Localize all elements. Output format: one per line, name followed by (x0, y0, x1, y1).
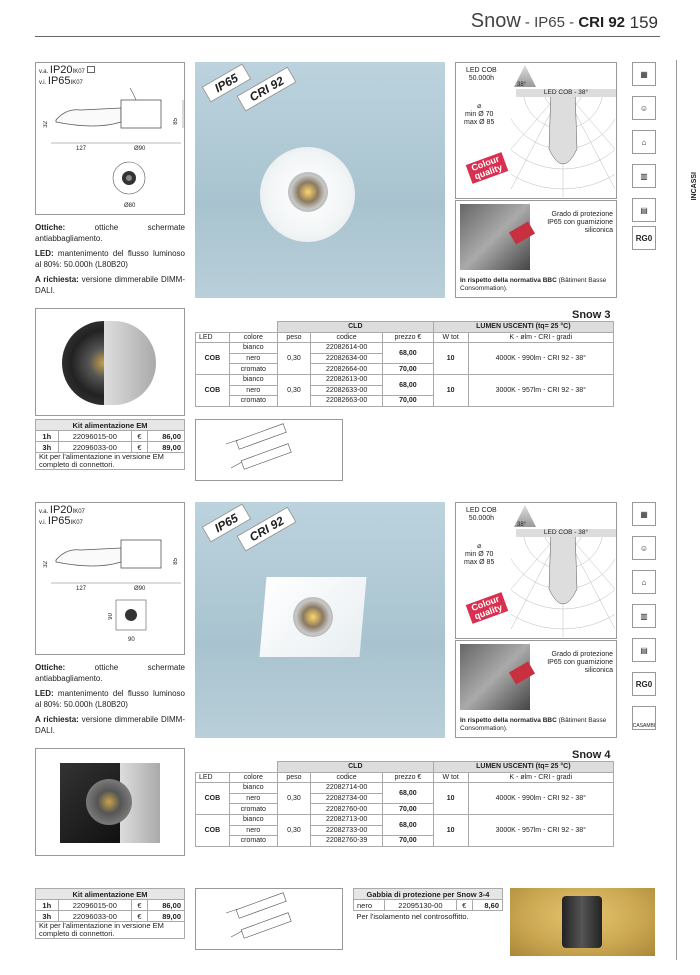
kit-drawing-2 (195, 888, 343, 950)
dimmer-icon: ▤ (632, 198, 656, 222)
product-table-snow4: Snow 4 CLD LUMEN USCENTI (tq= 25 °C) LED colore peso codice prezzo € W tot K - ølm - CRI - gradi COB bianco 0,30 22082714-00 68,00 10 4000K - 990lm - CRI 92 - 38° nero 22082734-00 cromato 22082760-00 70,00 COB bianco 0,30 22082713-00 68,00 10 3000K - 957lm - CRI 92 - 38° nero 22082733-00 cromato 22082760-39 70,00 (195, 749, 614, 847)
protection-panel-2: Grado di protezione IP65 con guarnizione siliconica In rispetto della normativa BBC (Bâtiment Basse Consommation). (455, 640, 617, 738)
section-tab-label: INCASSI (691, 172, 698, 201)
feature-icons-2 (632, 502, 656, 730)
polar-diagram (511, 89, 615, 197)
product-description-2: Ottiche: ottiche schermate antiabbagliamento. LED: mantenimento del flusso luminoso al 80%: 50.000h (L80B20) A richiesta: versione dimmerabile DIMM-DALI. (35, 663, 185, 735)
product-description: Ottiche: ottiche schermate antiabbagliamento. LED: mantenimento del flusso luminoso al 80%: 50.000h (L80B20) A richiesta: versione dimmerabile DIMM-DALI. (35, 223, 185, 295)
product-variant-photo-2 (35, 748, 185, 856)
cage-table: Gabbia di protezione per Snow 3-4 nero 22095130-00 € 8,60 Per l'isolamento nel controsoffitto. (353, 888, 503, 922)
person-icon: ☺ (632, 536, 656, 560)
kit-table-2: Kit alimentazione EM 1h 22096015-00 € 86,00 3h 22096033-00 € 89,00 Kit per l'alimentazione in versione EM completo di connettori. (35, 888, 185, 939)
header-rule (35, 36, 660, 37)
page-number: 159 (629, 13, 658, 32)
cage-photo (510, 888, 655, 956)
photometric-panel-2: LED COB 50.000h 38° ⌀ min Ø 70 max Ø 85 Colour quality LED COB - 38° (455, 502, 617, 639)
product-variant-photo (35, 308, 185, 416)
dimension-drawing (36, 88, 186, 216)
rg0-icon: RG0 (632, 672, 656, 696)
dimmer-icon: ▤ (632, 638, 656, 662)
rg0-icon: RG0 (632, 226, 656, 250)
page-title: Snow - IP65 - CRI 92 (470, 10, 625, 32)
product-photo: IP65 CRI 92 (195, 62, 445, 298)
technical-drawing-2: v.a. IP20IK07 v.i. IP65IK07 32 85 127 Ø90 90 90 (35, 502, 185, 655)
feature-icons (632, 62, 656, 250)
sidebar-rule (676, 60, 688, 960)
dimension-drawing-2 (36, 528, 186, 656)
insulation-icon: ⌂ (632, 570, 656, 594)
product-table-snow3: Snow 3 CLD LUMEN USCENTI (tq= 25 °C) LED colore peso codice prezzo € W tot K - ølm - CRI - gradi COB bianco 0,30 22082614-00 68,00 10 4000K - 990lm - CRI 92 - 38° nero 22082634-00 cromato 22082664-00 70,00 COB bianco 0,30 22082613-00 68,00 10 3000K - 957lm - CRI 92 - 38° nero 22082633-00 cromato 22082663-00 70,00 (195, 309, 614, 407)
technical-drawing: v.a. IP20IK07 v.i. IP65IK07 32 85 127 Ø90 Ø80 (35, 62, 185, 215)
protection-panel: Grado di protezione IP65 con guarnizione siliconica In rispetto della normativa BBC (Bâtiment Basse Consommation). (455, 200, 617, 298)
building-icon: ▥ (632, 604, 656, 628)
person-icon: ☺ (632, 96, 656, 120)
product-photo-2: IP65 CRI 92 (195, 502, 445, 738)
casambi-icon: CASAMBI (632, 706, 656, 730)
polar-diagram-2 (511, 529, 615, 637)
ceiling-install-icon: ▦ (632, 502, 656, 526)
kit-drawing (195, 419, 343, 481)
kit-table: Kit alimentazione EM 1h 22096015-00 € 86,00 3h 22096033-00 € 89,00 Kit per l'alimentazione in versione EM completo di connettori. (35, 419, 185, 470)
ceiling-install-icon: ▦ (632, 62, 656, 86)
building-icon: ▥ (632, 164, 656, 188)
photometric-panel: LED COB 50.000h 38° ⌀ min Ø 70 max Ø 85 Colour quality LED COB - 38° (455, 62, 617, 199)
insulation-icon: ⌂ (632, 130, 656, 154)
